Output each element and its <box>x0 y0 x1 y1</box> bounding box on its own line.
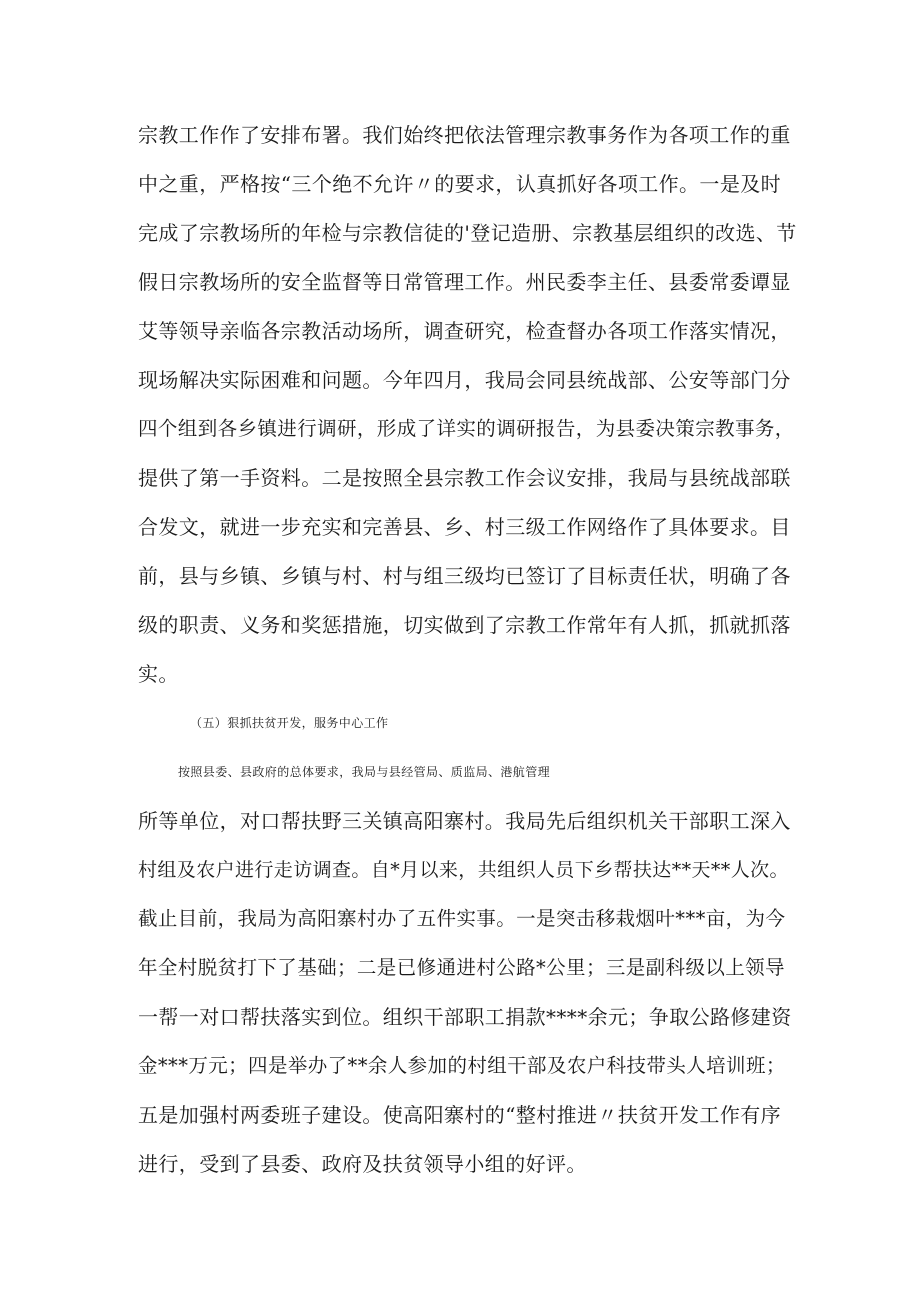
paragraph-2-line: 年全村脱贫打下了基础；二是已修通进村公路*公里；三是副科级以上领导 <box>138 956 785 979</box>
paragraph-2-line: 一帮一对口帮扶落实到位。组织干部职工捐款****余元；争取公路修建资 <box>138 1005 792 1029</box>
section-heading: （五）狠抓扶贫开发，服务中心工作 <box>190 716 389 730</box>
paragraph-2-line: 村组及农户进行走访调查。自*月以来，共组织人员下乡帮扶达**天**人次。 <box>138 859 789 881</box>
paragraph-1-line: 宗教工作作了安排布署。我们始终把依法管理宗教事务作为各项工作的重 <box>138 123 791 147</box>
paragraph-1-line: 提供了第一手资料。二是按照全县宗教工作会议安排，我局与县统战部联 <box>138 466 791 490</box>
paragraph-1-line: 四个组到各乡镇进行调研，形成了详实的调研报告，为县委决策宗教事务， <box>138 417 795 440</box>
paragraph-1-line: 级的职责、义务和奖惩措施，切实做到了宗教工作常年有人抓，抓就抓落 <box>138 613 791 637</box>
paragraph-1-line: 实。 <box>138 662 179 686</box>
paragraph-2-line: 所等单位，对口帮扶野三关镇高阳寨村。我局先后组织机关干部职工深入 <box>138 809 791 833</box>
paragraph-1-line: 假日宗教场所的安全监督等日常管理工作。州民委李主任、县委常委谭显 <box>138 270 791 294</box>
paragraph-2-line: 截止目前，我局为高阳寨村办了五件实事。一是突击移栽烟叶***亩，为今 <box>138 907 786 930</box>
paragraph-1-line: 前，县与乡镇、乡镇与村、村与组三级均已签订了目标责任状，明确了各 <box>138 564 791 588</box>
paragraph-1-line: 中之重，严格按“三个绝不允许〃的要求，认真抓好各项工作。一是及时 <box>138 172 782 196</box>
paragraph-2-line: 进行，受到了县委、政府及扶贫领导小组的好评。 <box>138 1152 587 1176</box>
paragraph-1-line: 艾等领导亲临各宗教活动场所，调查研究，检查督办各项工作落实情况， <box>138 319 791 343</box>
paragraph-2-line: 五是加强村两委班子建设。使高阳寨村的“整村推进〃扶贫开发工作有序 <box>138 1103 782 1127</box>
paragraph-1-line: 现场解决实际困难和问题。今年四月，我局会同县统战部、公安等部门分 <box>138 368 791 392</box>
paragraph-1-line: 完成了宗教场所的年检与宗教信徒的'登记造册、宗教基层组织的改选、节 <box>138 221 797 245</box>
paragraph-2-line: 按照县委、县政府的总体要求，我局与县经管局、质监局、港航管理 <box>178 765 551 779</box>
paragraph-2-line: 金***万元；四是举办了**余人参加的村组干部及农户科技带头人培训班； <box>138 1054 786 1077</box>
paragraph-1-line: 合发文，就进一步充实和完善县、乡、村三级工作网络作了具体要求。目 <box>138 515 791 539</box>
